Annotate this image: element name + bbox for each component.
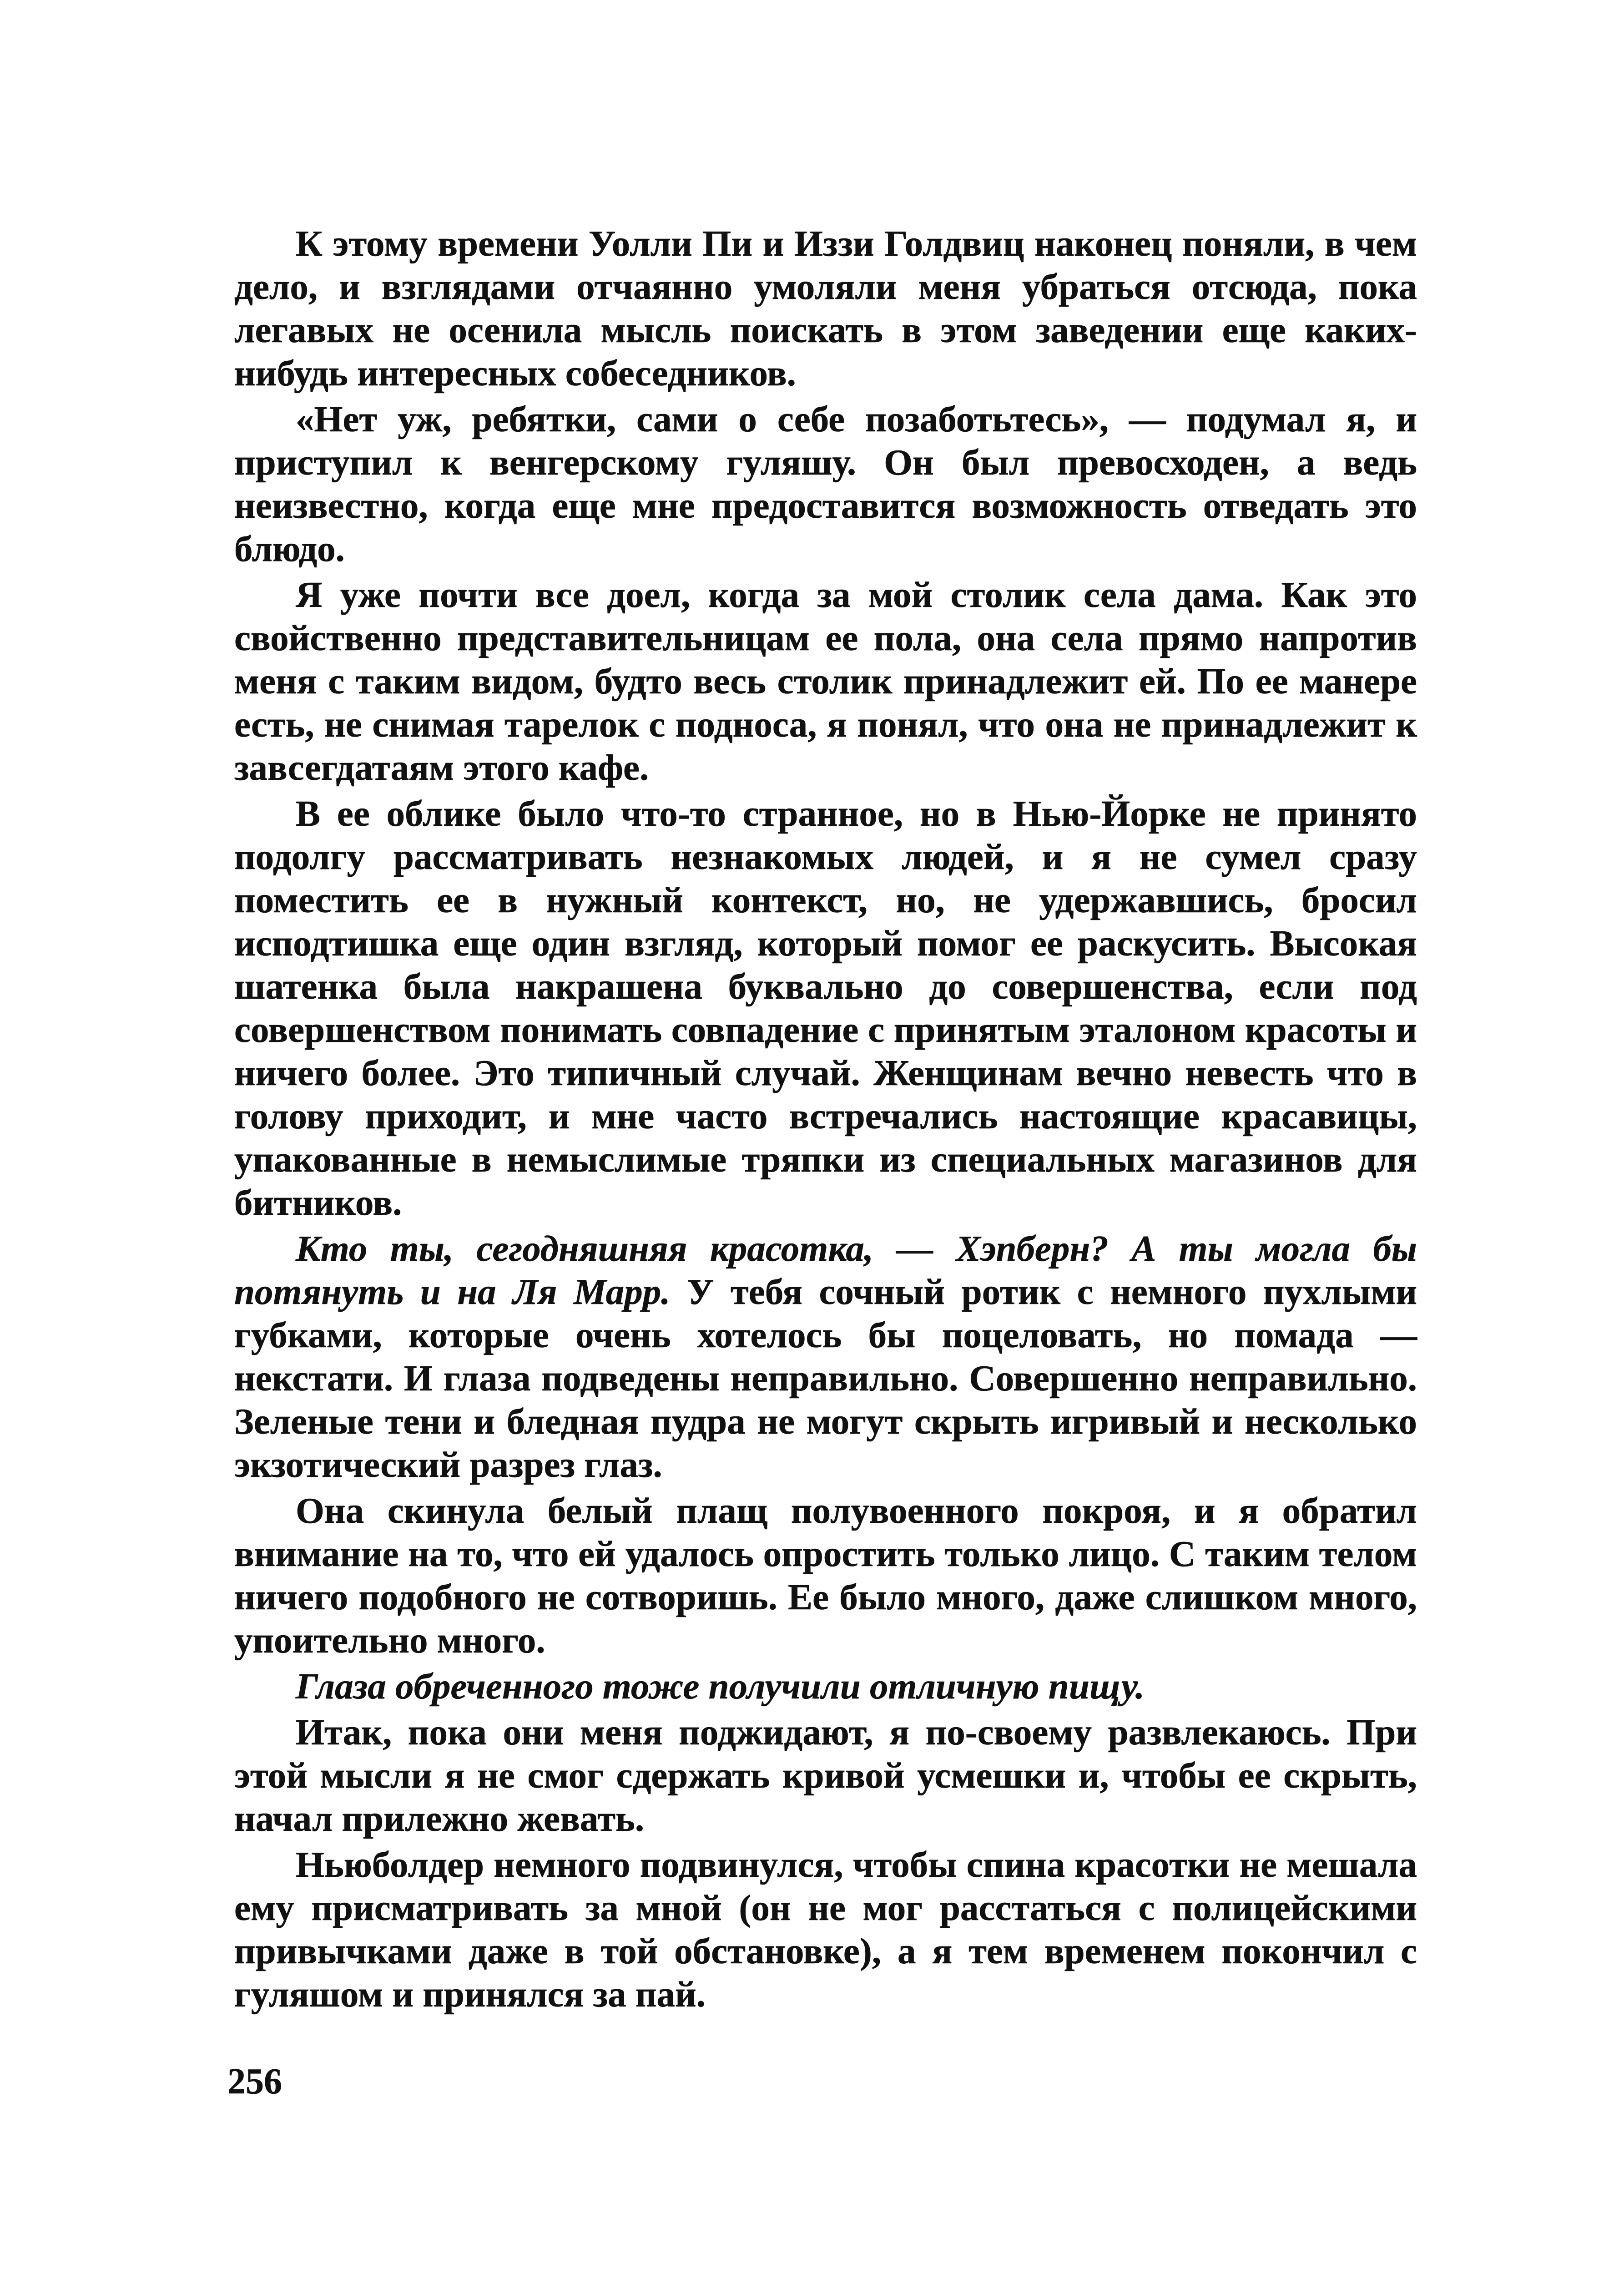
paragraph-2 [234,398,1417,571]
paragraph-4-text: В ее облике было что-то странное, но в Нью-Йорке не принято подолгу рассматривать незнакомых людей, и я не сумел сразу поместить ее в нужный контекст, но, не удержавшись, бросил исподтишка еще один взгляд, который помог ее раскусить. Высокая шатенка была накрашена буквально до совершенства, если под совершенством понимать совпадение с принятым эталоном красоты и ничего более. Это типичный случай. Женщинам вечно невесть что в голову приходит, и мне часто встречались настоящие красавицы, упакованные в немыслимые тряпки из специальных магазинов для битников. [234,793,1417,1223]
paragraph-8 [234,1711,1417,1840]
paragraph-6-text: Она скинула белый плащ полувоенного покроя, и я обратил внимание на то, что ей удалось опростить только лицо. С таким телом ничего подобного не сотворишь. Ее было много, даже слишком много, упоительно много. [234,1490,1417,1661]
paragraph-3-text: Я уже почти все доел, когда за мой столик села дама. Как это свойственно представительницам ее пола, она села прямо напротив меня с таким видом, будто весь столик принадлежит ей. По ее манере есть, не снимая тарелок с подноса, я понял, что она не принадлежит к завсегдатаям этого кафе. [234,574,1417,788]
paragraph-7-italic-thought: Глаза обреченного тоже получили отличную пищу. [296,1666,1145,1707]
paragraph-5 [234,1227,1417,1486]
paragraph-8-text: Итак, пока они меня поджидают, я по-своему развлекаюсь. При этой мысли я не смог сдержать кривой усмешки и, чтобы ее скрыть, начал прилежно жевать. [234,1712,1417,1839]
paragraph-6 [234,1489,1417,1662]
page-number: 256 [227,2062,282,2102]
paragraph-9-text: Ньюболдер немного подвинулся, чтобы спина красотки не мешала ему присматривать за мной (он не мог расстаться с полицейскими привычками даже в той обстановке), а я тем временем покончил с гуляшом и принялся за пай. [234,1844,1417,2015]
paragraph-3 [234,573,1417,789]
paragraph-5-text: У тебя сочный ротик с немного пухлыми губками, которые очень хотелось бы поцеловать, но помада — некстати. И глаза подведены неправильно. Совершенно неправильно. Зеленые тени и бледная пудра не могут скрыть игривый и несколько экзотический разрез глаз. [234,1271,1417,1485]
paragraph-4 [234,792,1417,1224]
paragraph-1-text: К этому времени Уолли Пи и Иззи Голдвиц наконец поняли, в чем дело, и взглядами отчаянно умоляли меня убраться отсюда, пока легавых не осенила мысль поискать в этом заведении еще каких-нибудь интересных собеседников. [234,223,1417,394]
paragraph-9 [234,1843,1417,2016]
paragraph-7 [234,1665,1417,1708]
body-text [234,222,1417,2019]
paragraph-5-italic-thought: Кто ты, сегодняшняя красотка, — Хэпберн? А ты могла бы потянуть и на Ля Марр. [234,1228,1417,1312]
paragraph-2-text: «Нет уж, ребятки, сами о себе позаботьтесь», — подумал я, и приступил к венгерскому гуляшу. Он был превосходен, а ведь неизвестно, когда еще мне предоставится возможность отведать это блюдо. [234,399,1417,569]
paragraph-1 [234,222,1417,395]
